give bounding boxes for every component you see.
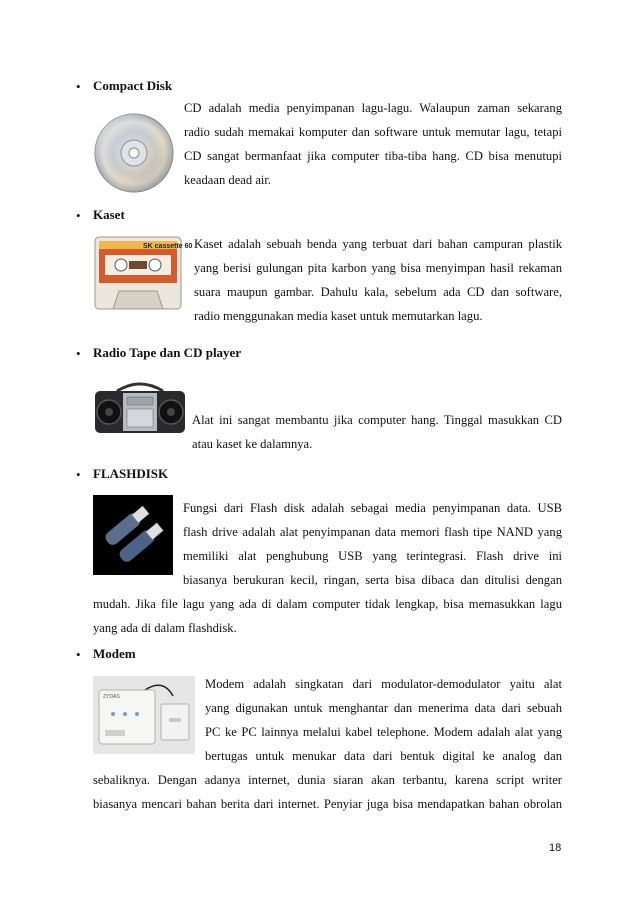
boombox-image	[93, 377, 187, 437]
paragraph-modem-continued	[93, 768, 562, 816]
text-line: biasanya berukuran kecil, ringan, serta bisa dibaca dan ditulisi dengan	[183, 573, 562, 587]
text-line: biasanya mencari bahan berita dari internet. Penyiar juga bisa mendapatkan bahan obrolan	[93, 797, 562, 811]
section-heading-flashdisk: FLASHDISK	[93, 466, 169, 481]
bullet: •	[76, 208, 81, 223]
modem-device-image	[93, 676, 195, 754]
page-number: 18	[549, 842, 562, 854]
paragraph-kaset	[194, 232, 562, 328]
text-line: radio menggunakan media kaset untuk memutarkan lagu.	[194, 309, 483, 323]
text-line: mudah. Jika file lagu yang ada di dalam computer tidak lengkap, bisa memasukkan lagu	[93, 597, 562, 611]
text-line: flash drive adalah alat penyimpanan data memori flash tipe NAND yang	[183, 525, 562, 539]
modem-brand: ZYDAS	[103, 694, 120, 700]
text-line: memiliki alat penghubung USB yang terintegrasi. Flash drive ini	[183, 549, 562, 563]
cd-disc-image	[93, 112, 175, 194]
text-line: keadaan dead air.	[184, 173, 272, 187]
text-line: Kaset adalah sebuah benda yang terbuat dari bahan campuran plastik	[194, 237, 562, 251]
text-line: atau kaset ke dalamnya.	[192, 437, 313, 451]
bullet: •	[76, 467, 81, 482]
cassette-label: SK cassette 60	[143, 243, 193, 250]
usb-flash-drive-image	[93, 495, 173, 575]
paragraph-compact-disk	[184, 96, 562, 192]
paragraph-modem	[205, 672, 562, 768]
text-line: PC ke PC lainnya melalui kabel telephone. Modem adalah alat yang	[205, 725, 562, 739]
text-line: Fungsi dari Flash disk adalah sebagai media penyimpanan data. USB	[183, 501, 562, 515]
bullet: •	[76, 647, 81, 662]
text-line: sebaliknya. Dengan adanya internet, dunia siaran akan terbantu, karena script writer	[93, 773, 562, 787]
bullet: •	[76, 346, 81, 361]
text-line: radio sudah memakai komputer dan software untuk memutar lagu, tetapi	[184, 125, 562, 139]
text-line: yang berisi gulungan pita karbon yang bisa menyimpan hasil rekaman	[194, 261, 562, 275]
section-heading-radio-tape: Radio Tape dan CD player	[93, 345, 242, 360]
section-heading-compact-disk: Compact Disk	[93, 78, 173, 93]
text-line: Modem adalah singkatan dari modulator-demodulator yaitu alat	[205, 677, 562, 691]
text-line: bertugas untuk menukar data dari bentuk digital ke analog dan	[205, 749, 562, 763]
text-line: CD sangat bermanfaat jika computer tiba-tiba hang. CD bisa menutupi	[184, 149, 562, 163]
text-line: yang ada di dalam flashdisk.	[93, 621, 237, 635]
paragraph-flashdisk	[183, 496, 562, 592]
text-line: CD adalah media penyimpanan lagu-lagu. Walaupun zaman sekarang	[184, 101, 562, 115]
text-line: yang digunakan untuk menghantar dan menerima data dari sebuah	[205, 701, 562, 715]
paragraph-radio-tape	[192, 408, 562, 456]
cassette-tape-image	[93, 233, 193, 315]
paragraph-flashdisk-continued	[93, 592, 562, 640]
text-line: Alat ini sangat membantu jika computer hang. Tinggal masukkan CD	[192, 413, 562, 427]
text-line: suara maupun gambar. Dahulu kala, sebelum ada CD dan software,	[194, 285, 562, 299]
section-heading-kaset: Kaset	[93, 207, 125, 222]
bullet: •	[76, 79, 81, 94]
section-heading-modem: Modem	[93, 646, 136, 661]
